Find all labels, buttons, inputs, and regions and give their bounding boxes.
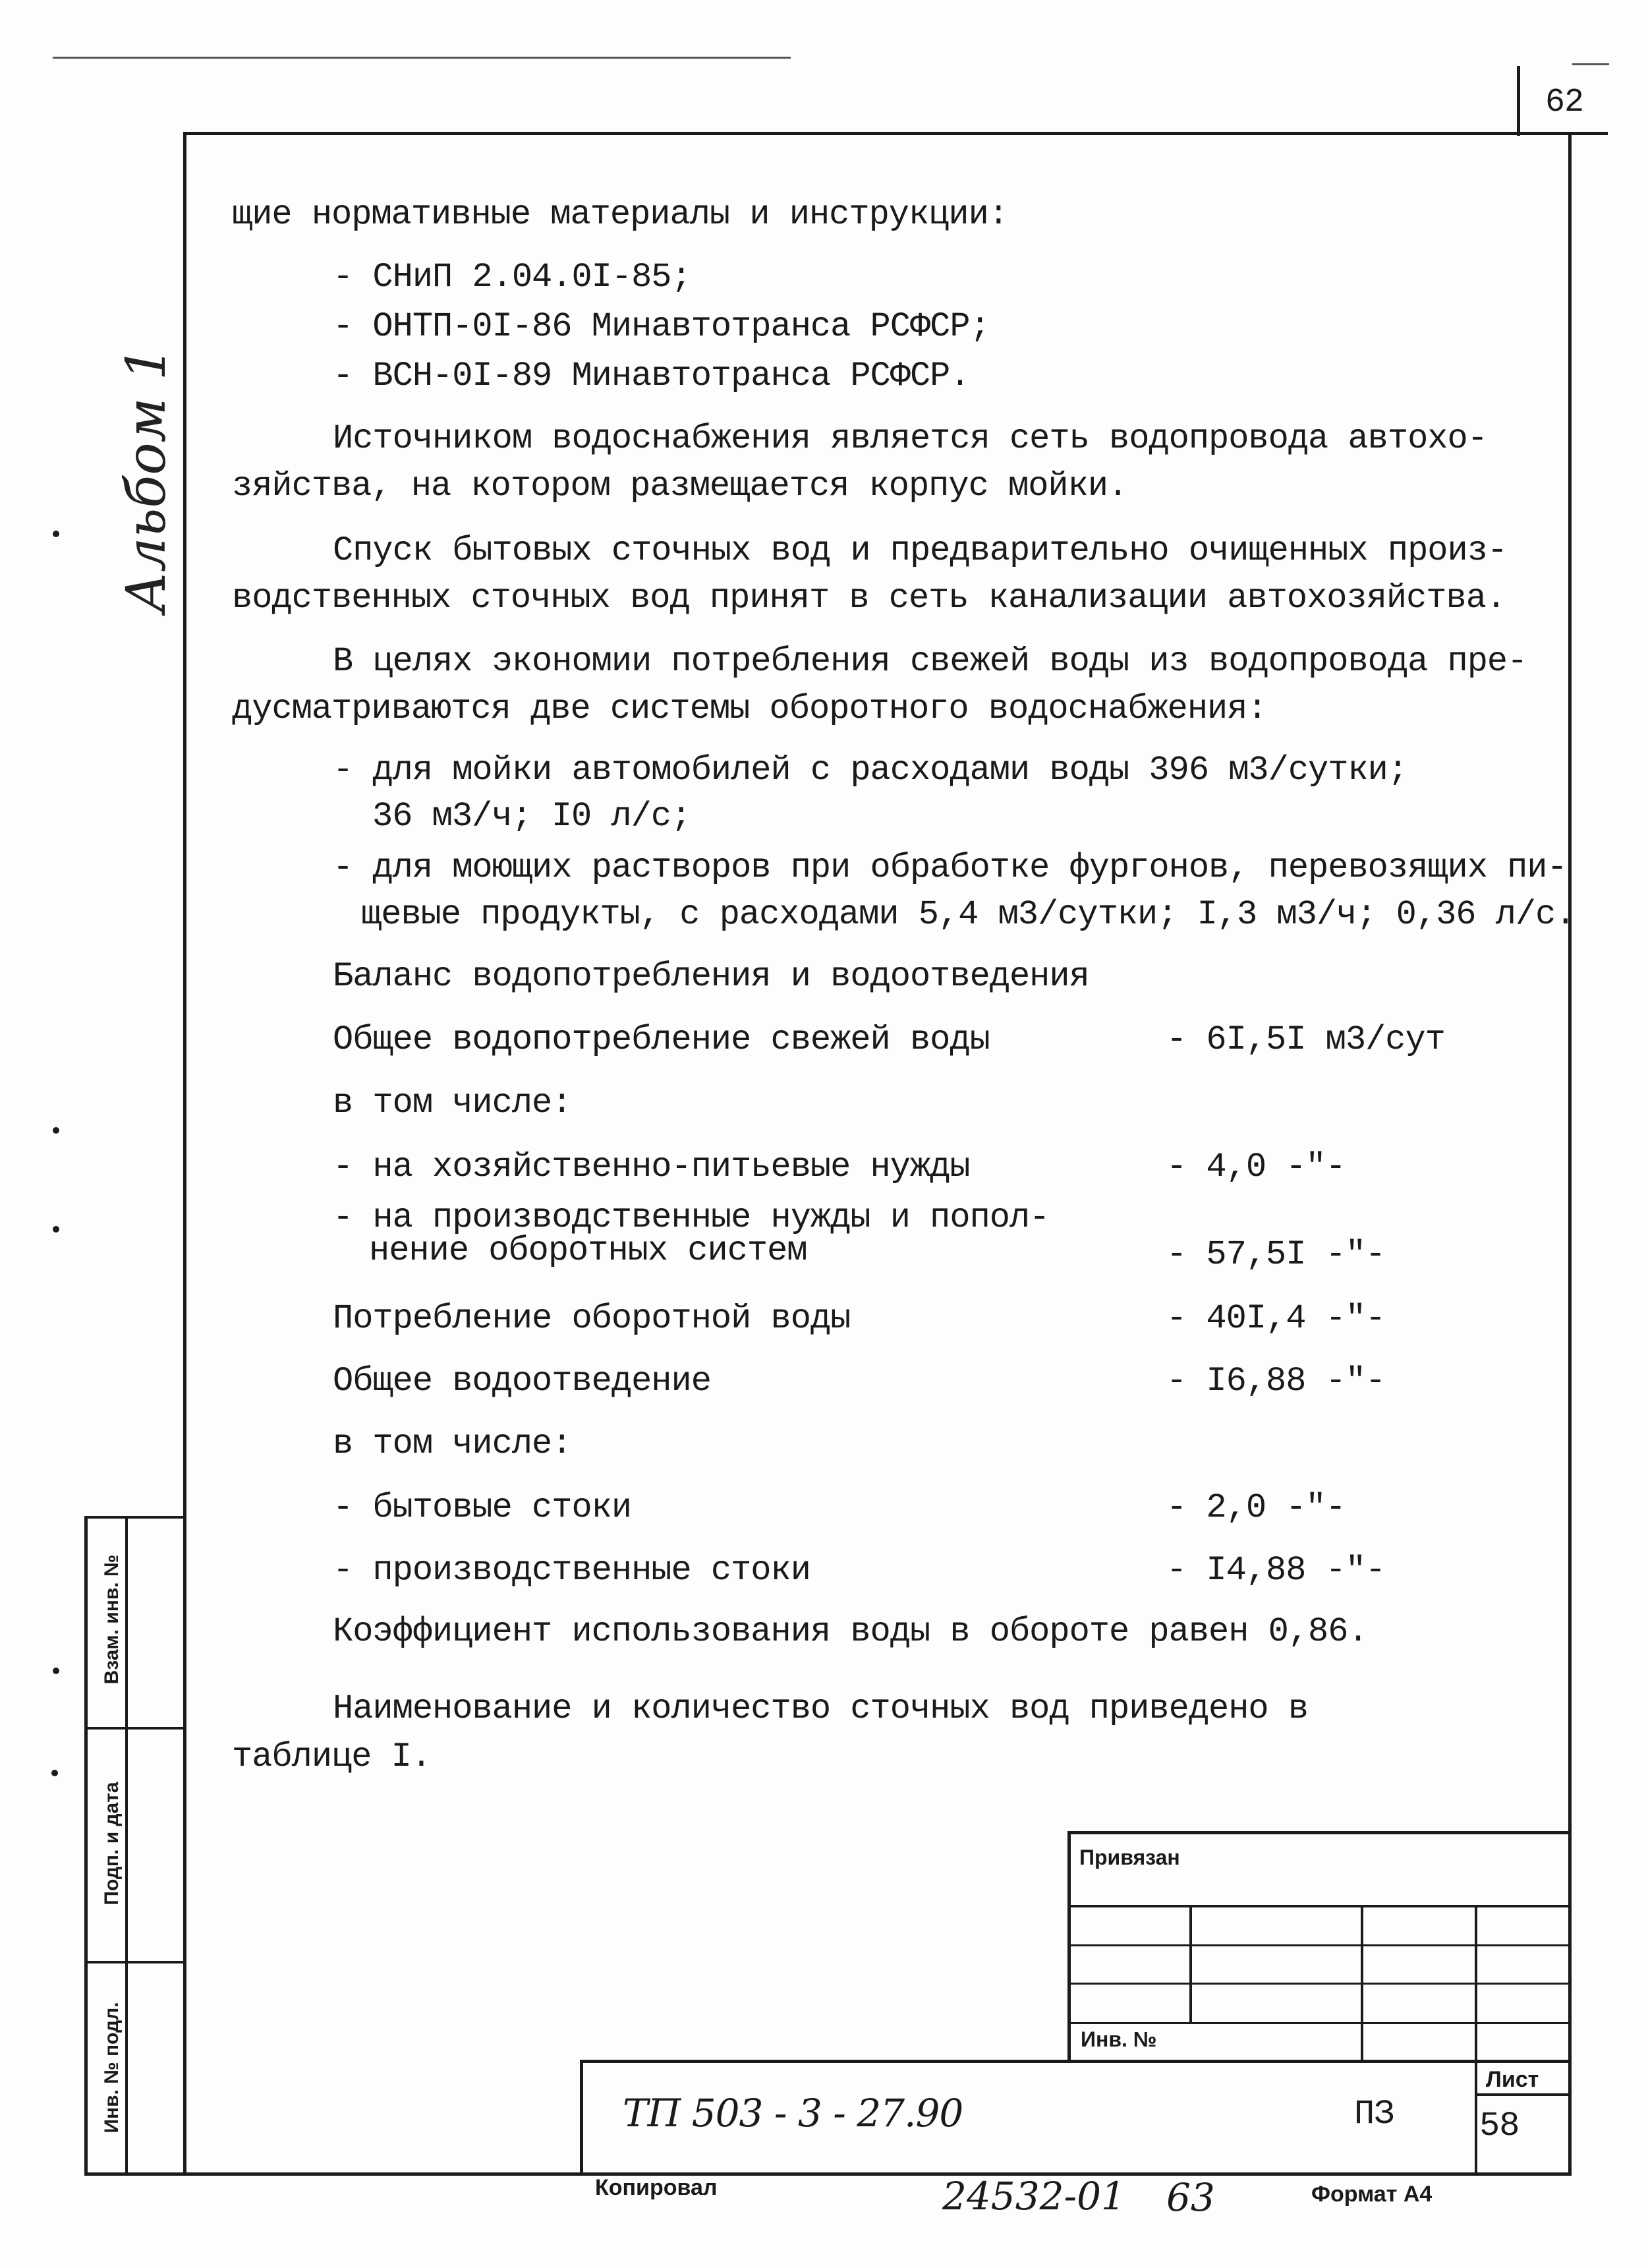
stamp-row (1067, 2022, 1572, 2024)
margin-box-outer-left (84, 1516, 88, 2175)
margin-box-sep (84, 1961, 186, 1963)
code-block-left (580, 2060, 583, 2175)
margin-box-top (84, 1516, 186, 1519)
norm-item: - ОНТП-0I-86 Минавтотранса РСФСР; (333, 307, 990, 346)
stamp-row (1067, 1905, 1572, 1907)
balance-value: - I4,88 -"- (1166, 1551, 1386, 1590)
margin-dot (53, 1226, 59, 1233)
margin-dot (53, 531, 59, 537)
paragraph-line: водственных сточных вод принят в сеть канализации автохозяйства. (232, 579, 1506, 618)
copied-label: Копировал (595, 2175, 718, 2200)
inv-podl-label: Инв. № подл. (101, 2002, 123, 2134)
stamp-top (1067, 1831, 1572, 1834)
norm-item: - ВСН-0I-89 Минавтотранса РСФСР. (333, 357, 970, 395)
balance-title: Баланс водопотребления и водоотведения (333, 957, 1089, 996)
final-line: Наименование и количество сточных вод приведено в (333, 1689, 1309, 1728)
frame-top (183, 132, 1608, 135)
page-number: 62 (1545, 84, 1584, 121)
margin-dot (51, 1770, 58, 1776)
paragraph-line: Спуск бытовых сточных вод и предварительно очищенных произ- (333, 531, 1508, 570)
coefficient-line: Коэффициент использования воды в обороте равен 0,86. (333, 1612, 1368, 1651)
album-note: Альбом 1 (115, 346, 178, 613)
handwritten-number: 24532-01 (942, 2174, 1125, 2219)
balance-label: Общее водоотведение (333, 1362, 711, 1401)
final-line: таблице I. (232, 1737, 432, 1776)
system-item: - для мойки автомобилей с расходами воды 396 м3/сутки; (333, 751, 1408, 790)
balance-label: - на производственные нужды и попол- (333, 1198, 1050, 1237)
stamp-left (1067, 1831, 1071, 2063)
balance-value: - 2,0 -"- (1166, 1488, 1346, 1527)
balance-label: нение оборотных систем (369, 1231, 807, 1270)
sheet-number: 58 (1479, 2107, 1520, 2145)
stamp-col (1361, 1905, 1363, 2060)
stamp-row (1067, 1944, 1572, 1946)
paragraph-line: дусматриваются две системы оборотного водоснабжения: (232, 689, 1267, 728)
top-rule (53, 57, 791, 59)
intro-line: щие нормативные материалы и инструкции: (232, 195, 1008, 234)
balance-value: - 57,5I -"- (1166, 1235, 1386, 1274)
balance-value: - 6I,5I м3/сут (1166, 1020, 1445, 1059)
system-item: - для моющих растворов при обработке фургонов, перевозящих пи- (333, 848, 1567, 887)
stamp-col (1475, 1905, 1477, 2172)
paragraph-line: Источником водоснабжения является сеть водопровода автохо- (333, 419, 1487, 458)
handwritten-page: 63 (1166, 2175, 1215, 2220)
balance-label: Потребление оборотной воды (333, 1299, 851, 1338)
balance-value: - I6,88 -"- (1166, 1362, 1386, 1401)
stamp-col (1189, 1905, 1192, 2022)
balance-label: Общее водопотребление свежей воды (333, 1020, 990, 1059)
margin-box-sep (84, 1727, 186, 1730)
code-block-top (580, 2060, 1572, 2063)
system-item: 36 м3/ч; I0 л/с; (372, 797, 691, 836)
frame-right (1568, 132, 1572, 2175)
section-code: ПЗ (1354, 2095, 1394, 2134)
paragraph-line: зяйства, на котором размещается корпус мойки. (232, 467, 1128, 506)
balance-label: в том числе: (333, 1424, 572, 1463)
system-item: щевые продукты, с расходами 5,4 м3/сутки; I,3 м3/ч; 0,36 л/с. (361, 895, 1576, 934)
podp-data-label: Подп. и дата (101, 1782, 123, 1905)
balance-label: - производственные стоки (333, 1551, 810, 1590)
balance-label: - бытовые стоки (333, 1488, 632, 1527)
corner-rule (1572, 63, 1609, 65)
balance-value: - 40I,4 -"- (1166, 1299, 1386, 1338)
frame-left (183, 132, 186, 2175)
norm-item: - СНиП 2.04.0I-85; (333, 258, 691, 297)
balance-label: в том числе: (333, 1084, 572, 1122)
stamp-row (1067, 1983, 1572, 1985)
frame-bottom (84, 2172, 1572, 2176)
margin-box-inner (125, 1516, 128, 2175)
format-label: Формат А4 (1311, 2182, 1433, 2207)
balance-value: - 4,0 -"- (1166, 1148, 1346, 1186)
page-number-vline (1517, 66, 1520, 136)
margin-dot (53, 1668, 59, 1674)
sheet-label: Лист (1486, 2067, 1539, 2092)
paragraph-line: В целях экономии потребления свежей воды из водопровода пре- (333, 642, 1527, 681)
inv-no-label: Инв. № (1081, 2027, 1157, 2051)
balance-label: - на хозяйственно-питьевые нужды (333, 1148, 970, 1186)
privyazan-label: Привязан (1079, 1846, 1180, 1869)
sheet-row (1475, 2093, 1572, 2096)
margin-dot (53, 1127, 59, 1134)
vzam-inv-label: Взам. инв. № (101, 1554, 123, 1685)
doc-code: ТП 503 - 3 - 27.90 (623, 2091, 963, 2136)
